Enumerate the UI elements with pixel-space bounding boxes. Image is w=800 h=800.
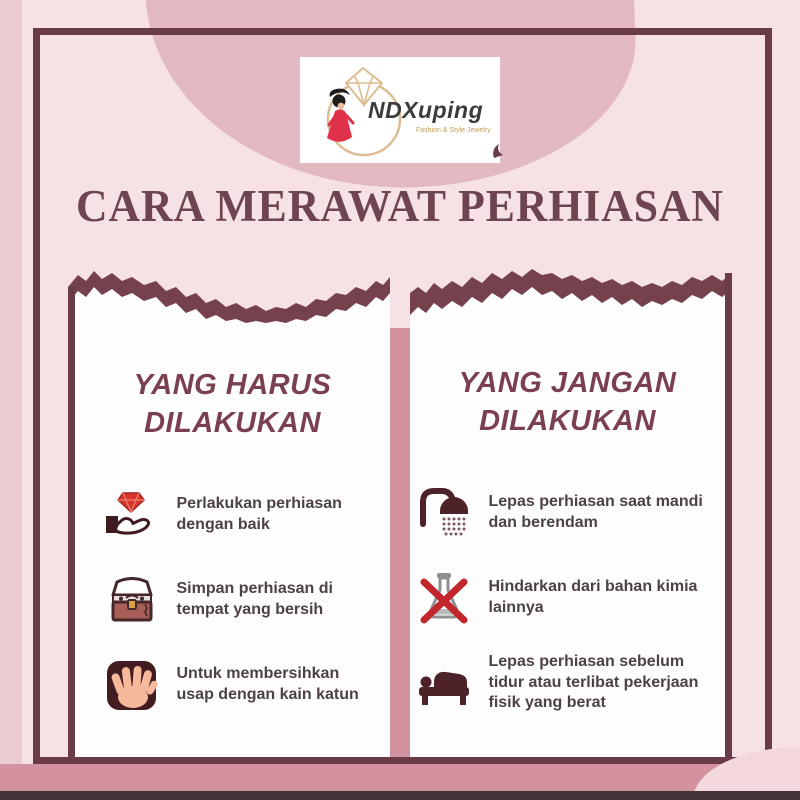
- list-item: [415, 640, 721, 725]
- wiping-hand-icon: [103, 656, 161, 714]
- shower-head-icon: [415, 484, 473, 542]
- woman-red-dress-icon: [327, 89, 353, 142]
- logo: [300, 57, 500, 163]
- treasure-chest-icon: [103, 571, 161, 629]
- torn-edge-left: [68, 265, 390, 325]
- list-item: [103, 642, 363, 727]
- item-text: Hindarkan dari bahan kimia lainnya: [488, 578, 698, 616]
- item-text: Lepas perhiasan saat mandi dan berendam: [488, 493, 703, 531]
- card-do-header: [134, 367, 332, 442]
- bed-sleep-icon: [415, 654, 473, 712]
- hand-holding-gem-icon: [103, 486, 161, 544]
- left-edge-strip: [0, 0, 22, 764]
- list-item: [415, 555, 721, 640]
- list-item: [415, 470, 721, 555]
- card-dont: [410, 321, 732, 757]
- header-line: YANG JANGAN: [458, 367, 677, 399]
- card-gap-band: [390, 328, 410, 764]
- header-line: DILAKUKAN: [479, 404, 656, 437]
- bottom-dark-strip: [0, 791, 800, 800]
- torn-edge-right: [410, 263, 732, 323]
- header-line: DILAKUKAN: [144, 406, 321, 439]
- item-text: Perlakukan perhiasan dengan baik: [176, 495, 342, 533]
- flourish-mark: [491, 143, 505, 159]
- item-text: Lepas perhiasan sebelum tidur atau terlibat pekerjaan fisik yang berat: [488, 653, 699, 712]
- item-text: Untuk membersihkan usap dengan kain katun: [176, 665, 359, 703]
- list-item: [103, 472, 363, 557]
- header-line: YANG HARUS: [133, 369, 332, 401]
- item-text: Simpan perhiasan di tempat yang bersih: [176, 580, 333, 618]
- poster-title: CARA MERAWAT PERHIASAN: [76, 181, 724, 231]
- list-item: [103, 557, 363, 642]
- card-do: [68, 323, 390, 757]
- no-chemicals-flask-icon: [415, 569, 473, 627]
- brand-name: NDXuping: [368, 97, 484, 123]
- card-dont-header: [459, 365, 677, 440]
- brand-tagline: Fashion & Style Jewelry: [416, 127, 491, 134]
